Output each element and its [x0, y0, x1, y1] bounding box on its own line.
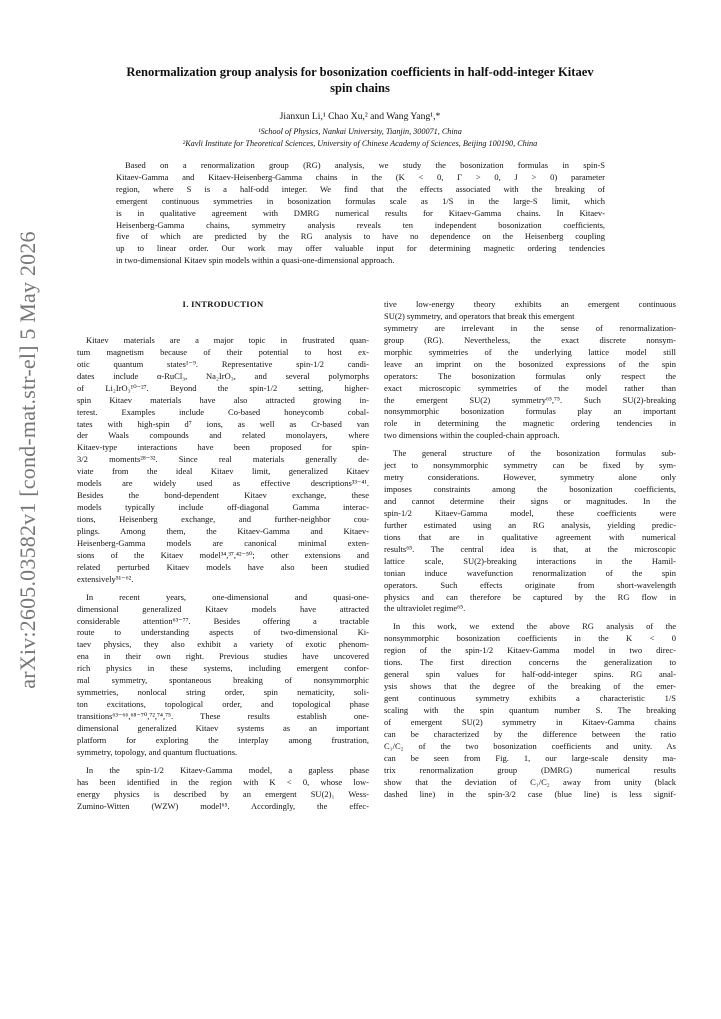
body-text-line: show that the deviation of C₁/C₂ away from unity (black	[384, 776, 676, 787]
title-line-2: spin chains	[330, 81, 390, 95]
body-text-line: tates with high-spin d⁷ ions, as well as Cr-based van	[77, 418, 369, 429]
body-text-line: Zumino-Witten (WZW) model⁶⁵. Accordingly, the effec-	[77, 800, 369, 811]
body-text-line: can be seen from Fig. 1, our large-scale density ma-	[384, 752, 676, 763]
body-text-line: taev physics, they also exhibit a variety of exotic phenom-	[77, 639, 369, 650]
body-text-line: Kitaev materials are a major topic in frustrated quan-	[86, 334, 369, 345]
abstract-line: in two-dimensional Kitaev spin models within a quasi-one-dimensional approach.	[116, 255, 395, 266]
body-text-line: and cannot determine their signs or magnitudes. In the	[384, 496, 676, 506]
body-text-line: platform for exploring the interplay among frustration,	[77, 734, 369, 745]
affiliation-1: ¹School of Physics, Nankai University, Tianjin, 300071, China	[258, 127, 462, 136]
body-text-line: sions of the Kitaev model³⁴,³⁷,⁴²⁻⁵⁰; other extensions and	[77, 549, 369, 560]
body-text-line: otic quantum states¹⁻⁹. Representative spin-1/2 candi-	[77, 358, 369, 369]
body-text-line: imposes constraints among the bosonization coefficients,	[384, 484, 676, 495]
arxiv-sidebar	[10, 230, 46, 690]
left-column	[77, 299, 369, 813]
abstract-line: Heisenberg-Gamma chains, symmetry analysis reveals ten independent bosonization coefficients,	[116, 219, 605, 230]
body-text-line: viate from the ideal Kitaev limit, generalized Kitaev	[77, 466, 369, 477]
body-text-line: can be characterized by the difference between the ratio	[384, 728, 676, 739]
body-text-line: models typically include off-diagonal Gamma interac-	[77, 502, 369, 513]
body-text-line: nonsymmorphic bosonization formulas play an important	[384, 406, 676, 417]
body-text-line: models are widely used as effective descriptions³³⁻⁴¹.	[77, 478, 369, 489]
body-text-line: lattice scale, SU(2)-breaking interactions in the Hamil-	[384, 555, 676, 566]
body-text-line: dimensional generalized Kitaev systems as an important	[77, 722, 369, 733]
body-text-line: Besides the bond-dependent Kitaev exchange, these	[77, 490, 369, 501]
author-list: Jianxun Li,¹ Chao Xu,² and Wang Yang¹,*	[279, 111, 441, 122]
title-line-1: Renormalization group analysis for bosonization coefficients in half-odd-integer Kitaev	[126, 65, 594, 79]
body-text-line: morphic symmetries of the underlying lattice model still	[384, 346, 676, 357]
body-text-line: energy physics is described by an emergent SU(2)₁ Wess-	[77, 788, 369, 799]
body-text-line: ton excitations, topological order, and topological phase	[77, 699, 369, 710]
section-heading: I. INTRODUCTION	[182, 299, 264, 309]
abstract-line: five of which are predicted by the RG analysis to have no dependence on the Heisenberg coupling	[116, 231, 605, 242]
body-text-line: gent continuous symmetry exhibits a characteristic 1/S	[384, 693, 676, 703]
body-text-line: extensively⁵¹⁻⁶².	[77, 573, 134, 584]
body-text-line: route to understanding aspects of two-dimensional Ki-	[77, 627, 369, 638]
abstract-line: up to linear order. Our work may offer valuable input for determining magnetic ordering tendencies	[116, 243, 605, 254]
body-text-line: In this work, we extend the above RG analysis of the	[393, 621, 676, 632]
body-text-line: symmetry, topology, and quantum fluctuations.	[77, 746, 238, 757]
abstract-line: is in qualitative agreement with DMRG numerical results for Kitaev-Gamma chains. In Kitaev-	[116, 207, 605, 218]
body-text-line: symmetries, nonlocal string order, spin nematicity, soli-	[77, 687, 369, 698]
body-text-line: tions, Heisenberg exchange, and further-neighbor cou-	[77, 514, 369, 524]
body-text-line: The general structure of the bosonization formulas sub-	[393, 448, 676, 459]
abstract-line: region, where S is a half-odd integer. We find that the effects associated with the breaking of	[116, 183, 605, 194]
body-text-line: tum magnetism because of their potential to host ex-	[77, 346, 369, 357]
body-text-line: general spin values for half-odd-integer spins. RG anal-	[384, 669, 676, 680]
body-text-line: the emergent SU(2) symmetry⁶⁵,⁷⁵. Such SU(2)-breaking	[384, 394, 676, 405]
body-text-line: spin-1/2 Kitaev-Gamma model, these coefficients were	[384, 507, 676, 518]
body-text-line: operators: The bosonization formulas only respect the	[384, 370, 676, 381]
body-text-line: of Li₂IrO₃¹⁰⁻²⁷. Beyond the spin-1/2 setting, higher-	[77, 382, 369, 393]
abstract	[116, 160, 605, 267]
abstract-line: Based on a renormalization group (RG) analysis, we study the bosonization formulas in spin-S	[125, 160, 605, 170]
body-text-line: tions that are in qualitative agreement with numerical	[384, 531, 676, 542]
body-text-line: region of the spin-1/2 Kitaev-Gamma model in two direc-	[384, 645, 676, 656]
body-text-line: spin Kitaev materials have also attracted growing in-	[77, 394, 369, 405]
body-text-line: considerable attention⁶³⁻⁷⁷. Besides offering a tractable	[77, 615, 369, 626]
body-text-line: trix renormalization group (DMRG) numerical results	[384, 764, 676, 775]
body-text-line: In the spin-1/2 Kitaev-Gamma model, a gapless phase	[86, 764, 369, 775]
body-text-line: ysis shows that the degree of the breaking of the emer-	[384, 681, 676, 692]
body-text-line: SU(2) symmetry, and operators that break this emergent	[384, 310, 575, 321]
body-text-line: terest. Examples include Co-based honeycomb cobal-	[77, 406, 369, 417]
body-text-line: dates include α-RuCl₃, Na₂IrO₃, and several polymorphs	[77, 370, 369, 381]
body-text-line: leave an imprint on the bosonized expressions of the spin	[384, 358, 676, 369]
body-text-line: metry considerations. However, symmetry alone only	[384, 472, 676, 483]
affiliation-2: ²Kavli Institute for Theoretical Sciences, University of Chinese Academy of Sciences, Beijing 100190, China	[182, 139, 538, 148]
body-text-line: group (RG). Nevertheless, the exact discrete nonsym-	[384, 334, 676, 345]
body-text-line: Kitaev-type interactions have been proposed for spin-	[77, 442, 369, 453]
body-text-line: transitions⁶³⁻⁶⁶,⁶⁸⁻⁷⁰,⁷²,⁷⁴,⁷⁵. These results establish one-	[77, 711, 369, 721]
body-text-line: Heisenberg-Gamma models are canonical minimal exten-	[77, 537, 369, 548]
body-text-line: of emergent SU(2) symmetry in Kitaev-Gamma chains	[384, 716, 676, 727]
body-text-line: 3/2 moments²⁸⁻³². Since real materials generally de-	[77, 454, 369, 465]
body-text-line: dashed line) in the spin-3/2 case (blue line) is less signif-	[384, 788, 676, 799]
body-text-line: der Waals compounds and related monolayers, where	[77, 430, 369, 441]
abstract-line: emergent continuous symmetries in bosonization formulas scale as 1/S in the large-S limit, which	[116, 195, 605, 206]
body-text-line: further estimated using an RG analysis, yielding predic-	[384, 519, 676, 530]
body-text-line: has been identified in the region with K < 0, whose low-	[77, 776, 369, 787]
body-text-line: related perturbed Kitaev models have also been studied	[77, 561, 369, 572]
body-text-line: two dimensions within the coupled-chain approach.	[384, 430, 560, 441]
body-text-line: tions. The first direction concerns the generalization to	[384, 657, 676, 668]
arxiv-identifier: arXiv:2605.03582v1 [cond-mat.str-el] 5 May 2026	[15, 231, 40, 689]
body-text-line: the ultraviolet regime⁶⁵.	[384, 603, 466, 614]
body-text-line: operators. Such effects originate from short-wavelength	[384, 579, 676, 590]
body-text-line: physics and can therefore be captured by the RG flow in	[384, 591, 676, 602]
body-text-line: scaling with the spin quantum number S. The breaking	[384, 704, 676, 715]
abstract-line: Kitaev-Gamma and Kitaev-Heisenberg-Gamma chains in the (K < 0, Γ > 0, J > 0) parameter	[116, 171, 605, 182]
body-text-line: role in determining the magnetic ordering tendencies in	[384, 418, 676, 429]
paper-title	[60, 64, 660, 96]
body-text-line: ena in their own right. Previous studies have uncovered	[77, 651, 369, 662]
body-text-line: rich physics in these systems, including emergent confor-	[77, 663, 369, 674]
body-text-line: In recent years, one-dimensional and quasi-one-	[86, 591, 369, 602]
body-text-line: nonsymmorphic bosonization coefficients in the K < 0	[384, 633, 676, 644]
body-text-line: tive low-energy theory exhibits an emergent continuous	[384, 299, 676, 309]
body-text-line: dimensional generalized Kitaev models have attracted	[77, 603, 369, 614]
body-text-line: results⁶⁵. The central idea is that, at the microscopic	[384, 543, 676, 554]
right-column	[384, 299, 676, 800]
body-text-line: ject to nonsymmorphic symmetry can be fixed by sym-	[384, 460, 676, 471]
body-text-line: plings. Among them, the Kitaev-Gamma and Kitaev-	[77, 525, 369, 536]
body-text-line: C₁/C₂ of the two bosonization coefficients and unity. As	[384, 740, 676, 751]
body-text-line: symmetry are irrelevant in the sense of renormalization-	[384, 322, 676, 333]
body-text-line: exact microscopic symmetries of the model rather than	[384, 382, 676, 393]
body-text-line: tonian induce wavefunction renormalization of the spin	[384, 567, 676, 578]
body-text-line: mal symmetry, spontaneous breaking of nonsymmorphic	[77, 675, 369, 686]
